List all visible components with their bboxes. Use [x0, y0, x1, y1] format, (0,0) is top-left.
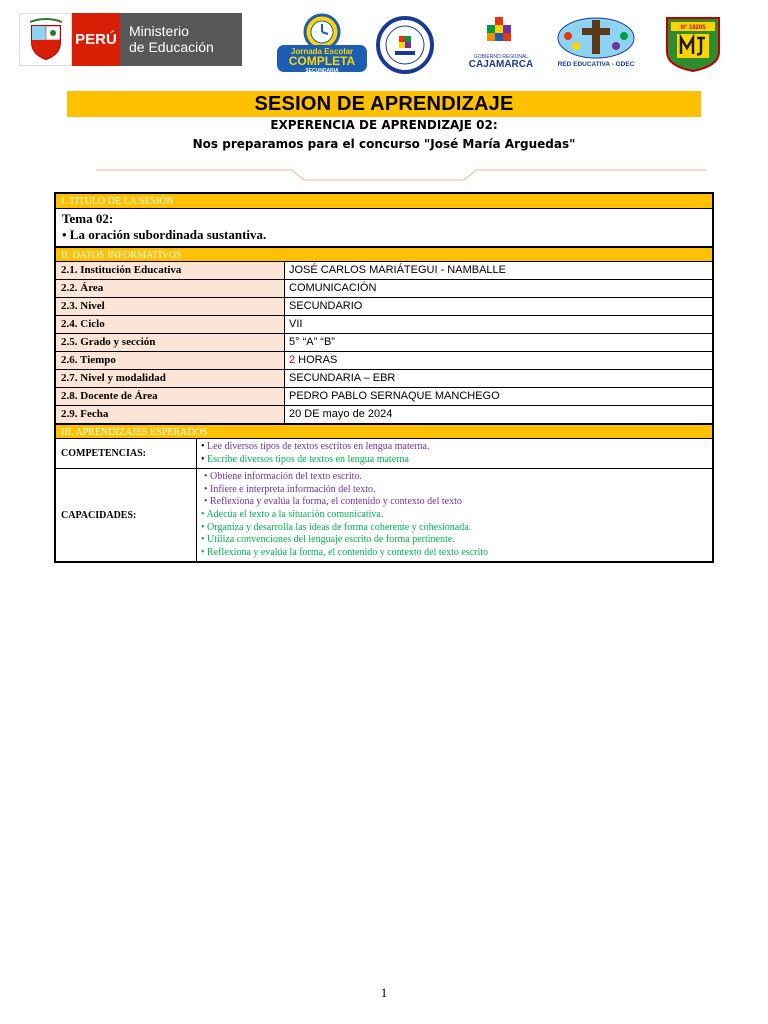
topic-number: Tema 02: [62, 211, 114, 226]
row-value: JOSÉ CARLOS MARIÁTEGUI - NAMBALLE [289, 264, 506, 276]
ie-jose-carlos-mariategui-logo [665, 14, 721, 72]
table-row [56, 370, 712, 388]
page-title: SESION DE APRENDIZAJE [67, 91, 701, 117]
list-item: • Organiza y desarrolla las ideas de forma coherente y cohesionada. [201, 521, 472, 533]
experience-number: EXPERENCIA DE APRENDIZAJE 02: [270, 118, 498, 132]
decorative-divider [96, 168, 706, 182]
table-row [56, 262, 712, 280]
row-label: 2.9. Fecha [56, 406, 285, 423]
ie-number: N° 16205 [680, 25, 706, 31]
row-label: 2.2. Área [56, 280, 285, 297]
minedu-logo [19, 13, 242, 66]
capacidades-list [197, 469, 712, 561]
topic-title: • La oración subordinada sustantiva. [62, 227, 267, 242]
row-value: VII [289, 318, 303, 330]
list-item: • Adecúa el texto a la situación comunicativa. [201, 508, 384, 520]
row-value: 5° “A” “B” [289, 336, 335, 348]
row-value: PEDRO PABLO SERNAQUE MANCHEGO [289, 390, 500, 402]
row-value: SECUNDARIA – EBR [289, 372, 396, 384]
row-label: 2.3. Nivel [56, 298, 285, 315]
capacidades-label: CAPACIDADES: [56, 469, 197, 561]
header-logos [19, 12, 739, 76]
row-label: 2.6. Tiempo [56, 352, 285, 369]
list-item: • Infiere e interpreta información del texto. [204, 483, 376, 495]
row-value: COMUNICACIÓN [289, 282, 377, 294]
table-row [56, 352, 712, 370]
list-item: • Reflexiona y evalúa la forma, el contenido y contexto del texto escrito [201, 546, 489, 558]
experience-title: Nos preparamos para el concurso "José María Arguedas" [192, 137, 576, 151]
session-table [54, 192, 714, 563]
red-educativa-gdec-logo [554, 14, 638, 74]
session-topic [56, 209, 712, 247]
ministry-name: Ministerio de Educación [120, 13, 242, 66]
hours-number: 2 [289, 354, 296, 366]
list-item: • Escribe diversos tipos de textos en lengua materna [201, 453, 409, 465]
section-title-session: I. TITULO DE LA SESIÓN [56, 194, 712, 209]
ugel-san-ignacio-logo [375, 16, 435, 74]
row-value: SECUNDARIO [289, 300, 363, 312]
row-label: 2.5. Grado y sección [56, 334, 285, 351]
hours-unit: HORAS [295, 354, 338, 366]
table-row [56, 334, 712, 352]
red-name: RED EDUCATIVA - GDEC [557, 61, 635, 68]
jornada-line3: SECUNDARIA [305, 68, 339, 74]
row-label: 2.4. Ciclo [56, 316, 285, 333]
peru-coat-of-arms-icon [19, 13, 72, 66]
capacidades-row [56, 469, 712, 561]
gobierno-regional-cajamarca-logo [468, 14, 534, 70]
competencias-label: COMPETENCIAS: [56, 439, 197, 468]
table-row [56, 298, 712, 316]
row-label: 2.7. Nivel y modalidad [56, 370, 285, 387]
peru-label: PERÚ [72, 13, 120, 66]
page-number: 1 [380, 985, 388, 1000]
table-row [56, 280, 712, 298]
table-row [56, 406, 712, 424]
row-label: 2.1. Institución Educativa [56, 262, 285, 279]
list-item: • Lee diversos tipos de textos escritos en lengua materna. [201, 441, 430, 452]
section-title-data: II. DATOS INFORMATIVOS [56, 247, 712, 262]
row-value [285, 352, 712, 369]
jornada-escolar-completa-logo [275, 12, 369, 74]
list-item: • Utiliza convenciones del lenguaje escrito de forma pertinente. [201, 534, 455, 546]
row-label: 2.8. Docente de Área [56, 388, 285, 405]
competencias-list [197, 439, 712, 468]
jornada-line2: COMPLETA [288, 54, 356, 68]
table-row [56, 316, 712, 334]
jornada-line1: Jornada Escolar [290, 47, 354, 56]
row-value: 20 DE mayo de 2024 [289, 408, 393, 420]
table-row [56, 388, 712, 406]
competencias-row [56, 439, 712, 469]
section-title-learning: III. APRENDIZAJES ESPERADOS [56, 424, 712, 439]
list-item: • Obtiene información del texto escrito. [204, 471, 362, 483]
list-item: • Reflexiona y evalúa la forma, el contenido y contexto del texto [204, 496, 462, 508]
gore-name: CAJAMARCA [468, 59, 534, 70]
gore-caption: GOBIERNO REGIONAL [473, 54, 529, 60]
